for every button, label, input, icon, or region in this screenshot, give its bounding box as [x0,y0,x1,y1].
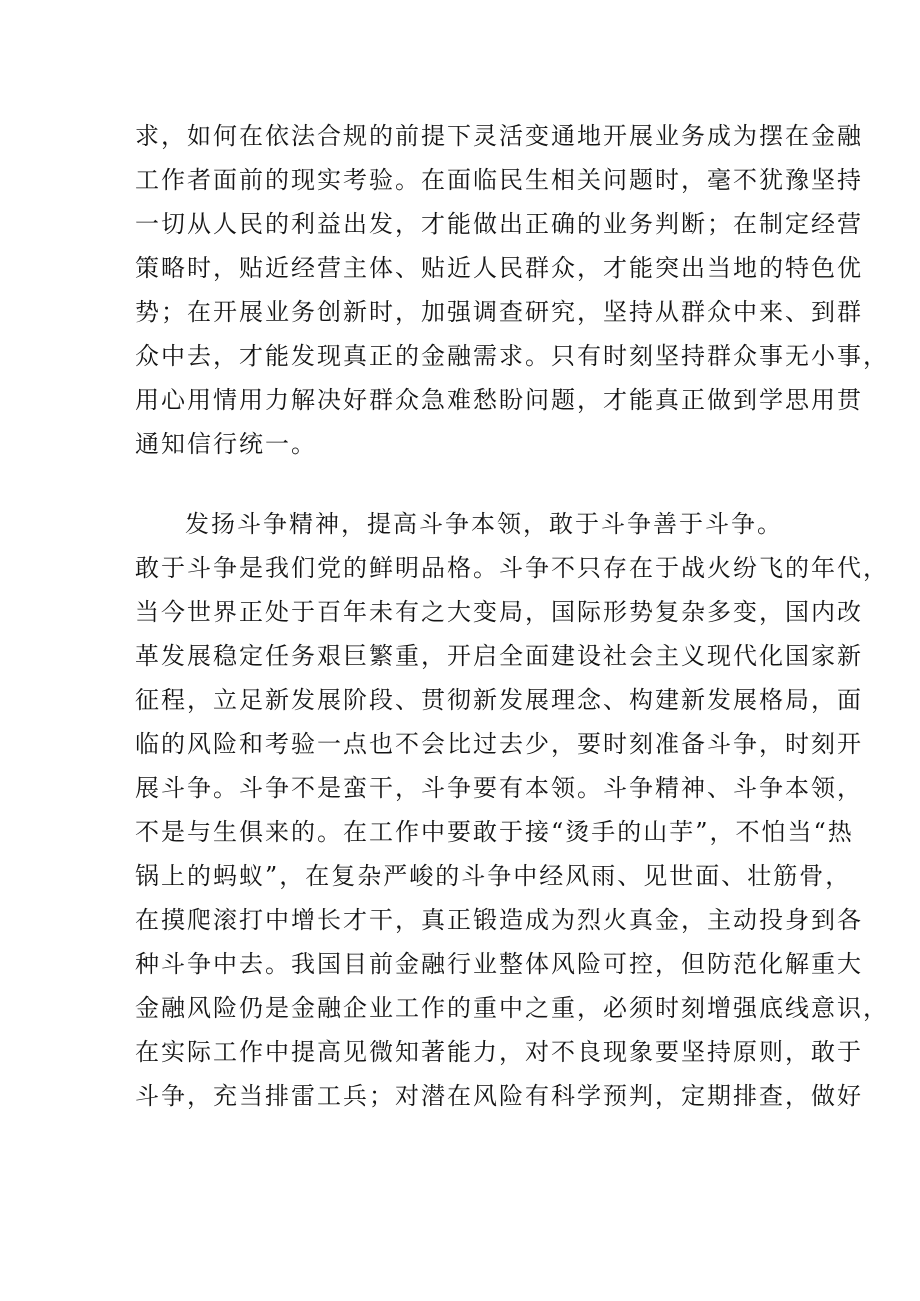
paragraph-1-line: 求，如何在依法合规的前提下灵活变通地开展业务成为摆在金融 [135,122,863,150]
paragraph-1 [135,114,889,466]
paragraph-2-line: 不是与生俱来的。在工作中要敢于接“烫手的山芋”，不怕当“热 [135,818,854,846]
paragraph-2-line: 种斗争中去。我国目前金融行业整体风险可控，但防范化解重大 [135,950,863,978]
paragraph-2-line: 在实际工作中提高见微知著能力，对不良现象要坚持原则，敢于 [135,1038,863,1066]
paragraph-1-line: 用心用情用力解决好群众急难愁盼问题，才能真正做到学思用贯 [135,386,863,414]
paragraph-1-line: 众中去，才能发现真正的金融需求。只有时刻坚持群众事无小事， [135,342,889,370]
paragraph-2-line: 敢于斗争是我们党的鲜明品格。斗争不只存在于战火纷飞的年代， [135,554,889,582]
paragraph-2-line: 革发展稳定任务艰巨繁重，开启全面建设社会主义现代化国家新 [135,642,863,670]
paragraph-1-line: 通知信行统一。 [135,430,317,458]
paragraph-2-line: 锅上的蚂蚁”，在复杂严峻的斗争中经风雨、见世面、壮筋骨， [135,862,852,890]
paragraph-1-line: 工作者面前的现实考验。在面临民生相关问题时，毫不犹豫坚持 [135,166,863,194]
paragraph-1-line: 一切从人民的利益出发，才能做出正确的业务判断；在制定经营 [135,210,863,238]
section [135,502,889,1118]
paragraph-2-line: 斗争，充当排雷工兵；对潜在风险有科学预判，定期排查，做好 [135,1082,863,1110]
section-heading: 发扬斗争精神，提高斗争本领，敢于斗争善于斗争。 [185,510,783,538]
paragraph-1-line: 策略时，贴近经营主体、贴近人民群众，才能突出当地的特色优 [135,254,863,282]
paragraph-2-line: 金融风险仍是金融企业工作的重中之重，必须时刻增强底线意识， [135,994,889,1022]
paragraph-2-line: 展斗争。斗争不是蛮干，斗争要有本领。斗争精神、斗争本领， [135,774,863,802]
paragraph-1-line: 势；在开展业务创新时，加强调查研究，坚持从群众中来、到群 [135,298,863,326]
paragraph-2-line: 当今世界正处于百年未有之大变局，国际形势复杂多变，国内改 [135,598,863,626]
paragraph-2-line: 在摸爬滚打中增长才干，真正锻造成为烈火真金，主动投身到各 [135,906,863,934]
paragraph-2-line: 征程，立足新发展阶段、贯彻新发展理念、构建新发展格局，面 [135,686,863,714]
paragraph-2-line: 临的风险和考验一点也不会比过去少，要时刻准备斗争，时刻开 [135,730,863,758]
